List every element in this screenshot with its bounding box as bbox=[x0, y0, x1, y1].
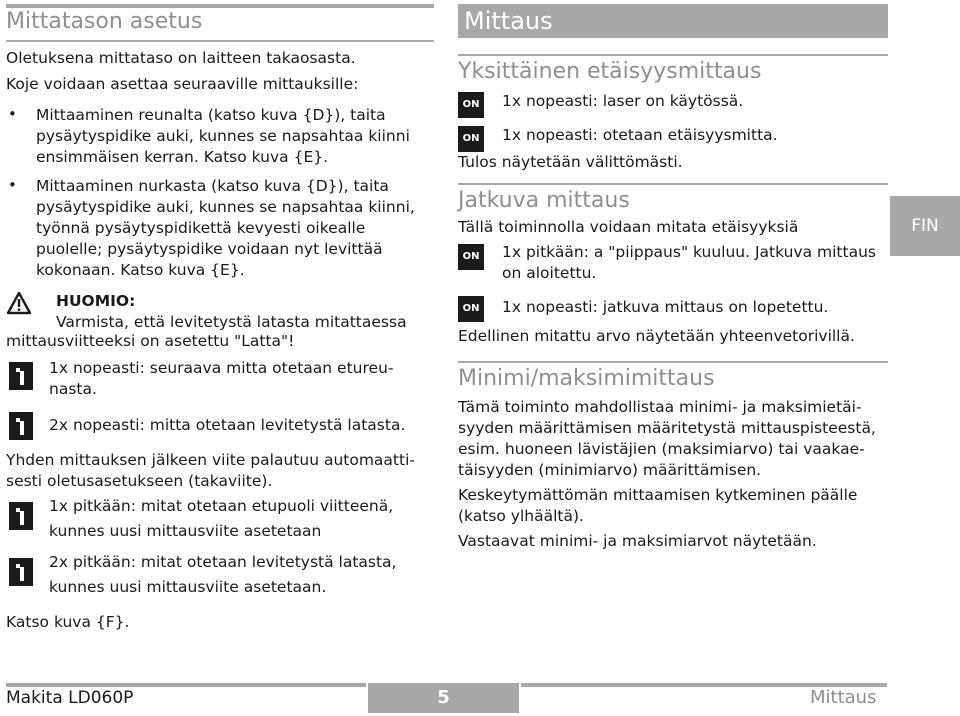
cont-step-1 bbox=[458, 242, 888, 286]
bullet-edge-line: ensimmäisen kerran. Katso kuva {E}. bbox=[36, 148, 329, 166]
warning-triangle-icon bbox=[6, 291, 32, 315]
measure-button-icon bbox=[9, 412, 33, 440]
footer-page-number: 5 bbox=[368, 683, 519, 713]
cont-step-1-line: 1x pitkään: a "piippaus" kuuluu. Jatkuva mittaus bbox=[502, 243, 876, 261]
language-tab-fin: FIN bbox=[890, 196, 960, 256]
heading-minmax: Minimi/maksimimittaus bbox=[458, 366, 715, 391]
heading-continuous: Jatkuva mittaus bbox=[458, 188, 630, 213]
right-column bbox=[458, 4, 888, 552]
cont-title-rule bbox=[458, 183, 888, 185]
cont-intro: Tällä toiminnolla voidaan mitata etäisyyksiä bbox=[458, 218, 799, 236]
minmax-line: Tämä toiminto mahdollistaa minimi- ja maksimietäi- bbox=[458, 398, 862, 416]
press-1x-row bbox=[6, 358, 434, 402]
title-underline bbox=[6, 40, 434, 42]
measure-button-icon bbox=[9, 362, 33, 390]
long-2x-line: 2x pitkään: mitat otetaan levitetystä latasta, bbox=[49, 553, 397, 571]
single-step-2 bbox=[458, 122, 888, 150]
footer-model: Makita LD060P bbox=[6, 688, 134, 708]
on-button-icon: ON bbox=[458, 244, 484, 270]
bullet-edge: • Mittaaminen reunalta (katso kuva {D}), taita pysäytyspidike auki, kunnes se napsahtaa kiinni ensimmäisen kerran. Katso kuva {E}. bbox=[6, 105, 434, 168]
measure-button-icon bbox=[9, 502, 33, 530]
bullet-corner-line: työnnä pysäytyspidikettä kevyesti oikealle bbox=[36, 219, 366, 237]
warning-line-2: mittausviitteeksi on asetettu "Latta"! bbox=[6, 332, 295, 350]
intro-line-1: Oletuksena mittataso on laitteen takaosasta. bbox=[6, 49, 356, 67]
bullet-corner-line: pysäytyspidike auki, kunnes se napsahtaa kiinni, bbox=[36, 198, 415, 216]
minmax-paragraph-1 bbox=[458, 397, 888, 481]
reset-line: sesti oletusasetukseen (takaviite). bbox=[6, 472, 273, 490]
bullet-corner-line: Mittaaminen nurkasta (katso kuva {D}), taita bbox=[36, 177, 389, 195]
on-button-icon: ON bbox=[458, 126, 484, 152]
warning-line-1: Varmista, että levitetystä latasta mitattaessa bbox=[56, 313, 407, 331]
long-1x-line: kunnes uusi mittausviite asetetaan bbox=[49, 522, 322, 540]
section-title-level: Mittatason asetus bbox=[6, 9, 203, 34]
bullet-corner-line: puolelle; pysäytyspidike voidaan nyt levittää bbox=[36, 240, 383, 258]
minmax-line: syyden määrittämisen määritetystä mittauspisteestä, bbox=[458, 419, 876, 437]
minmax-line: esim. huoneen lävistäjien (maksimiarvo) tai vaakae- bbox=[458, 440, 865, 458]
cont-result: Edellinen mitattu arvo näytetään yhteenvetorivillä. bbox=[458, 327, 855, 345]
left-column bbox=[6, 4, 434, 633]
on-button-icon: ON bbox=[458, 296, 484, 322]
press-1x-line: 1x nopeasti: seuraava mitta otetaan etureu- bbox=[49, 359, 394, 377]
press-1x-line: nasta. bbox=[49, 380, 97, 398]
long-1x-line: 1x pitkään: mitat otetaan etupuoli viitteenä, bbox=[49, 497, 394, 515]
warning-title: HUOMIO: bbox=[56, 292, 136, 310]
bullet-corner: • Mittaaminen nurkasta (katso kuva {D}), taita pysäytyspidike auki, kunnes se napsahtaa kiinni, työnnä pysäytyspidikettä kevyesti oikealle puolelle; pysäytyspidike voidaan nyt levittää kokonaan. Katso kuva {E}. bbox=[6, 176, 434, 281]
single-step-1 bbox=[458, 90, 888, 118]
long-2x-row bbox=[6, 552, 434, 598]
minmax-line: (katso ylhäältä). bbox=[458, 507, 584, 525]
press-2x-line: 2x nopeasti: mitta otetaan levitetystä latasta. bbox=[49, 416, 406, 434]
intro-line-2: Koje voidaan asettaa seuraaville mittauksille: bbox=[6, 75, 359, 93]
footer-section: Mittaus bbox=[810, 687, 877, 708]
cont-step-1-line: on aloitettu. bbox=[502, 264, 597, 282]
measure-button-icon bbox=[9, 558, 33, 586]
long-2x-line: kunnes uusi mittausviite asetetaan. bbox=[49, 578, 327, 596]
single-step-1-text: 1x nopeasti: laser on käytössä. bbox=[502, 92, 744, 110]
bullet-edge-line: Mittaaminen reunalta (katso kuva {D}), taita bbox=[36, 106, 386, 124]
cont-step-2-text: 1x nopeasti: jatkuva mittaus on lopetettu. bbox=[502, 298, 829, 316]
single-step-2-text: 1x nopeasti: otetaan etäisyysmitta. bbox=[502, 126, 778, 144]
reset-line: Yhden mittauksen jälkeen viite palautuu automaatti- bbox=[6, 451, 415, 469]
long-1x-row bbox=[6, 496, 434, 542]
minmax-paragraph-2 bbox=[458, 485, 888, 527]
bullet-corner-line: kokonaan. Katso kuva {E}. bbox=[36, 261, 245, 279]
warning-block bbox=[6, 289, 434, 331]
minmax-line: Keskeytymättömän mittaamisen kytkeminen päälle bbox=[458, 486, 858, 504]
reset-paragraph bbox=[6, 450, 434, 492]
single-title-rule bbox=[458, 54, 888, 56]
see-figure-f: Katso kuva {F}. bbox=[6, 613, 130, 631]
cont-step-2 bbox=[458, 296, 888, 324]
on-button-icon: ON bbox=[458, 92, 484, 118]
section-banner-mittaus: Mittaus bbox=[458, 4, 888, 38]
single-result: Tulos näytetään välittömästi. bbox=[458, 153, 683, 171]
press-2x-row bbox=[6, 412, 434, 442]
minmax-paragraph-3: Vastaavat minimi- ja maksimiarvot näytetään. bbox=[458, 532, 817, 550]
heading-single-measure: Yksittäinen etäisyysmittaus bbox=[458, 59, 762, 84]
bullet-edge-line: pysäytyspidike auki, kunnes se napsahtaa kiinni bbox=[36, 127, 410, 145]
minmax-title-rule bbox=[458, 361, 888, 363]
minmax-line: täisyyden (minimiarvo) määrittämisen. bbox=[458, 461, 762, 479]
